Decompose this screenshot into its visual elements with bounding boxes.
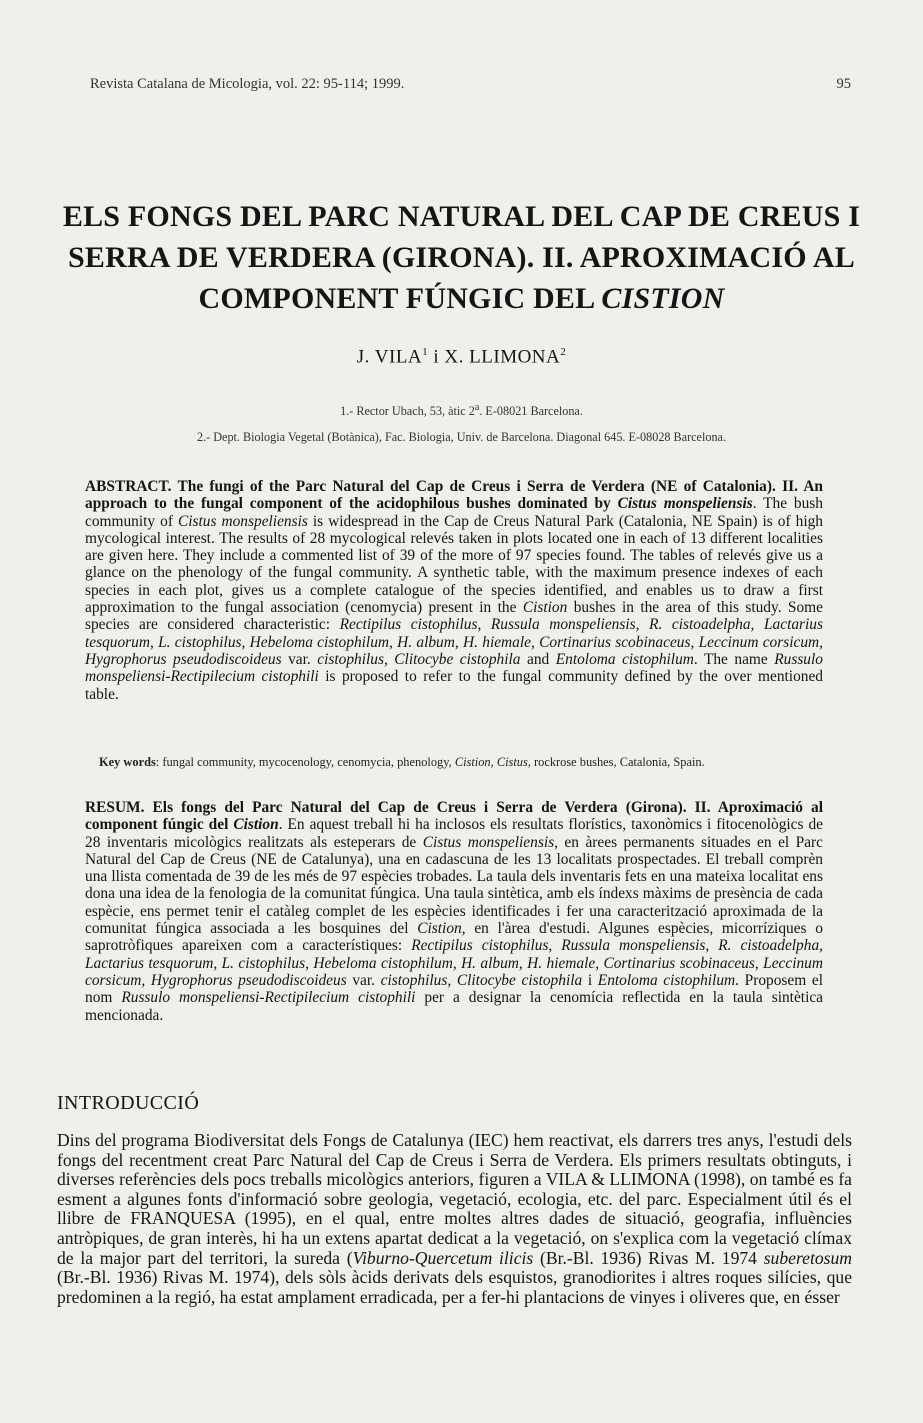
introduction-paragraph	[57, 1131, 852, 1307]
section-heading-introduccio: INTRODUCCIÓ	[57, 1092, 200, 1114]
resum-text-6: . Proposem el nom	[85, 971, 823, 1007]
resum-species-3: Rectipilus cistophilus, Russula monspeliensis, R. cistoadelpha, Lactarius tesquorum, L. cistophilus, Hebeloma cistophilum, H. album, H. hiemale, Cortinarius scobinaceus, Leccinum corsicum, Hygrophorus pseudodiscoideus	[85, 937, 823, 989]
intro-text-1: Dins del programa Biodiversitat dels Fongs de Catalunya (IEC) hem reactivat, els darrers tres anys, l'estudi dels fongs del recentment creat Parc Natural del Cap de Creus i Serra de Verdera. Els primers resultats obtinguts, i diverses referències dels pocs treballs micològics anteriors, figuren a VILA & LLIMONA (1998), on també es fa esment a algunes fonts d'informació sobre geologia, vegetació, ecologia, etc. del parc. Especialment útil és el llibre de FRANQUESA (1995), en el qual, entre moltes altres dades de situació, geografia, influències antròpiques, de gran interès, hi ha un extens apartat dedicat a la vegetació, on s'explica com la vegetació clímax de la major part del territori, la sureda (	[57, 1130, 852, 1268]
abstract-species-6: Russulo monspeliensi-Rectipilecium cistophili	[85, 650, 823, 686]
resum-title-italic: Cistion	[233, 816, 279, 834]
abstract-text-2: is widespread in the Cap de Creus Natural Park (Catalonia, NE Spain) is of high mycological interest. The results of 28 mycological relevés taken in plots located one in each of 13 different localities are given here. They include a commented list of 39 of the more of 97 species found. The tables of relevés give us a glance on the phenology of the fungal community. A synthetic table, with the maximum presence indexes of each species in each plot, gives us a complete catalogue of the species identified, and enables us to draw a first approximation to the fungal association (cenomycia) present in the	[85, 512, 823, 617]
resum-species-5: Entoloma cistophilum	[597, 971, 736, 989]
resum-text-3: , en l'àrea d'estudi. Algunes espècies, micorríziques o saprotròfiques apareixen com a característiques:	[85, 920, 823, 955]
abstract-species-5: Entoloma cistophilum	[555, 650, 694, 668]
author-1: J. VILA	[356, 346, 423, 368]
author-1-mark: 1	[422, 346, 429, 358]
resum-text-7: per a designar la cenomícia reflectida en la taula sintètica mencionada.	[85, 989, 824, 1024]
abstract	[85, 478, 823, 703]
intro-italic-2: suberetosum	[763, 1247, 852, 1268]
abstract-title: . The fungi of the Parc Natural del Cap de Creus i Serra de Verdera (NE of Catalonia). II. An approach to the fungal component of the acidophilous bushes dominated by	[85, 478, 823, 513]
affiliation-1-sup: a	[474, 402, 480, 413]
article-title	[60, 196, 863, 319]
resum	[85, 799, 823, 1024]
resum-species-6: Russulo monspeliensi-Rectipilecium cistophili	[121, 989, 416, 1007]
author-2-mark: 2	[560, 346, 567, 358]
title-line-3-text: COMPONENT FÚNGIC DEL	[198, 282, 602, 315]
abstract-text-4: var.	[281, 650, 318, 668]
author-2: i X. LLIMONA	[428, 346, 561, 368]
resum-species-4: cistophilus, Clitocybe cistophila	[380, 971, 583, 989]
keywords-text-1: : fungal community, mycocenology, cenomycia, phenology,	[155, 755, 455, 769]
intro-italic-1: Viburno-Quercetum ilicis	[352, 1247, 534, 1268]
abstract-species-4: cistophilus, Clitocybe cistophila	[317, 650, 521, 668]
resum-text-4: var.	[346, 971, 381, 989]
intro-text-3: (Br.-Bl. 1936) Rivas M. 1974), dels sòls àcids derivats dels esquistos, granodiorites i altres roques silícies, que predominen a la regió, ha estat amplament erradicada, per a fer-hi plantacions de vinyes i oliveres que, en ésser	[57, 1267, 852, 1307]
title-line-1: ELS FONGS DEL PARC NATURAL DEL CAP DE CREUS I	[62, 200, 861, 233]
journal-citation: Revista Catalana de Micologia, vol. 22: 95-114; 1999.	[90, 76, 405, 92]
abstract-text-6: . The name	[693, 650, 775, 668]
title-line-3-italic: CISTION	[601, 282, 725, 315]
title-line-2: SERRA DE VERDERA (GIRONA). II. APROXIMACIÓ AL	[68, 241, 855, 274]
intro-text-2: (Br.-Bl. 1936) Rivas M. 1974	[533, 1247, 764, 1268]
page-number: 95	[836, 76, 851, 92]
abstract-title-species: Cistus monspeliensis	[617, 495, 753, 513]
resum-title: . Els fongs del Parc Natural del Cap de Creus i Serra de Verdera (Girona). II. Aproximació al component fúngic del	[85, 799, 823, 834]
title-line-3	[60, 278, 863, 319]
keywords-italic: Cistion, Cistus,	[454, 755, 531, 769]
resum-species-1: Cistus monspeliensis	[422, 833, 555, 851]
abstract-text-3: bushes in the area of this study. Some species are considered characteristic:	[85, 599, 823, 634]
affiliation-2: 2.- Dept. Biologia Vegetal (Botànica), Fac. Biologia, Univ. de Barcelona. Diagonal 645. E-08028 Barcelona.	[197, 430, 726, 444]
abstract-text-7: is proposed to refer to the fungal community defined by the over mentioned table.	[85, 668, 823, 703]
affiliation-1	[0, 402, 923, 419]
resum-text-2: , en àrees permanents situades en el Parc Natural del Cap de Creus (NE de Catalunya), una en cadascuna de les 13 localitats prospectades. El treball comprèn una llista comentada de 39 de les més de 97 espècies trobades. La taula dels inventaris fets en una mateixa localitat ens dona una idea de la fenologia de la comunitat fúngica. Una taula sintètica, amb els índexs màxims de presència de cada espècie, ens permet tenir el catàleg complet de les espècies identificades i fer una caracterització aproximada de la comunitat fúngica associada a les bosquines del	[85, 833, 824, 938]
abstract-text-1: . The bush community of	[85, 495, 823, 530]
keywords-text-2: rockrose bushes, Catalonia, Spain.	[530, 755, 705, 769]
resum-label: RESUM	[85, 799, 141, 816]
resum-text-1: . En aquest treball hi ha inclosos els resultats florístics, taxonòmics i fitocenològics de 28 inventaris micològics realitzats als esteperars de	[85, 816, 823, 851]
abstract-species-3: Rectipilus cistophilus, Russula monspeliensis, R. cistoadelpha, Lactarius tesquorum, L. cistophilus, Hebeloma cistophilum, H. album, H. hiemale, Cortinarius scobinaceus, Leccinum corsicum, Hygrophorus pseudodiscoideus	[85, 616, 823, 668]
abstract-species-1: Cistus monspeliensis	[177, 512, 308, 530]
affiliation-1-post: . E-08021 Barcelona.	[479, 404, 583, 419]
abstract-species-2: Cistion	[522, 599, 568, 617]
abstract-text-5: and	[520, 650, 556, 668]
running-head	[90, 76, 851, 93]
resum-species-2: Cistion	[417, 920, 462, 938]
authors	[0, 346, 923, 368]
resum-text-5: i	[582, 971, 598, 989]
keywords	[85, 754, 823, 770]
abstract-label: ABSTRACT	[85, 478, 168, 495]
affiliation-1-pre: 1.- Rector Ubach, 53, àtic 2	[340, 404, 475, 419]
keywords-label: Key words	[99, 755, 156, 769]
